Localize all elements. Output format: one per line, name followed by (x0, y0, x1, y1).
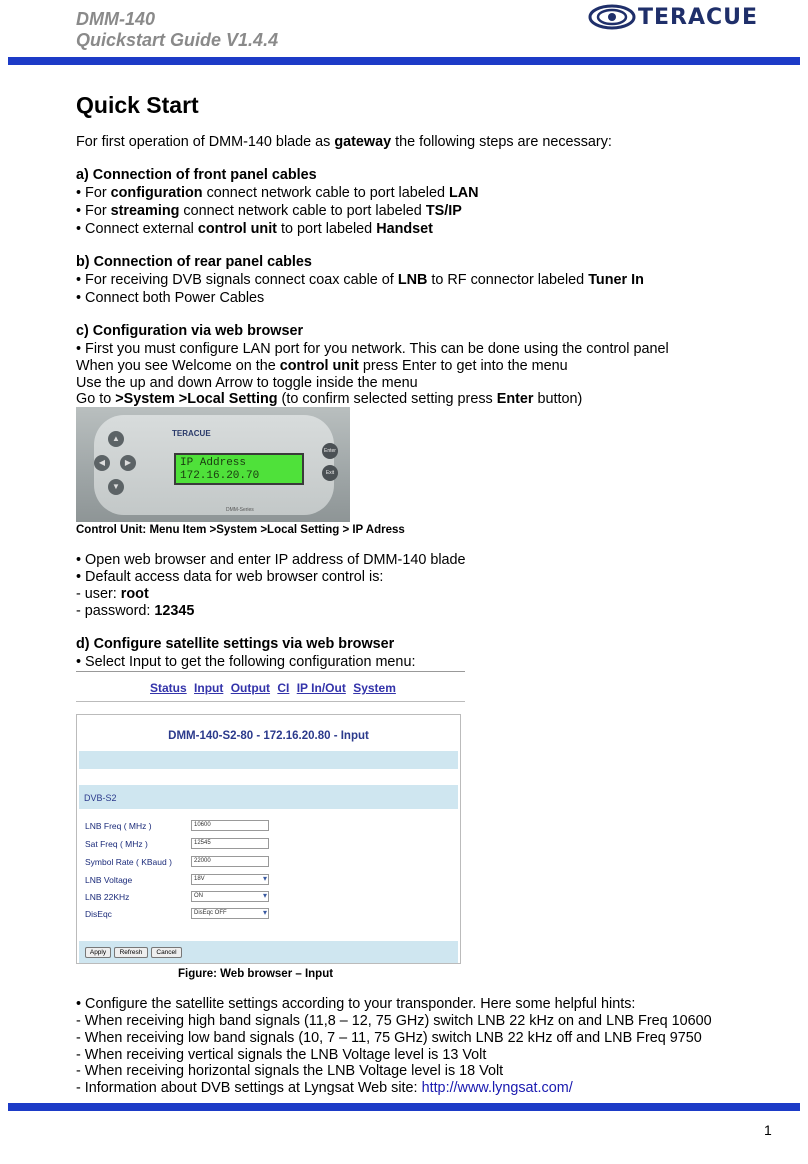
eye-logo-icon (588, 4, 636, 30)
brand-name: TERACUE (638, 4, 759, 30)
list-item: • First you must configure LAN port for you network. This can be done using the control panel (76, 341, 669, 358)
control-unit-caption: Control Unit: Menu Item >System >Local Setting > IP Adress (76, 524, 405, 536)
control-unit-brand: TERACUE (172, 429, 211, 438)
apply-button[interactable]: Apply (85, 947, 111, 958)
diseqc-select[interactable]: DisEqc OFF ▾ (191, 908, 269, 919)
nav-status[interactable]: Status (150, 681, 187, 695)
page-title: Quick Start (76, 92, 199, 118)
field-label: LNB Freq ( MHz ) (85, 821, 152, 831)
web-section-label: DVB-S2 (84, 793, 117, 803)
web-figure-caption: Figure: Web browser – Input (178, 968, 334, 980)
lyngsat-link[interactable]: http://www.lyngsat.com/ (421, 1080, 573, 1096)
exit-button-label: Exit (322, 465, 338, 481)
section-d-heading: d) Configure satellite settings via web browser (76, 636, 395, 652)
right-arrow-icon: ▶ (120, 455, 136, 471)
user-credential: - user: root (76, 586, 149, 602)
field-label: Sat Freq ( MHz ) (85, 839, 148, 849)
section-b-heading: b) Connection of rear panel cables (76, 254, 312, 270)
list-item: • Open web browser and enter IP address of DMM-140 blade (76, 552, 466, 569)
field-label: Symbol Rate ( KBaud ) (85, 857, 172, 867)
section-a-heading: a) Connection of front panel cables (76, 167, 317, 183)
sat-freq-input[interactable]: 12545 (191, 838, 269, 849)
header-product: DMM-140 (76, 9, 156, 29)
nav-input[interactable]: Input (194, 681, 224, 695)
section-c-heading: c) Configuration via web browser (76, 323, 304, 339)
hint-line: - When receiving horizontal signals the LNB Voltage level is 18 Volt (76, 1063, 504, 1079)
list-item: • Connect both Power Cables (76, 290, 264, 307)
control-unit-lcd (174, 453, 304, 485)
intro-paragraph: For first operation of DMM-140 blade as gateway the following steps are necessary: (76, 134, 612, 150)
field-label: DisEqc (85, 909, 112, 919)
list-item: • Configure the satellite settings according to your transponder. Here some helpful hints: (76, 996, 635, 1013)
list-item: • For configuration connect network cable to port labeled LAN (76, 185, 479, 202)
header-guide-title: Quickstart Guide V1.4.4 (76, 30, 279, 50)
instruction-line: Go to >System >Local Setting (to confirm selected setting press Enter button) (76, 391, 583, 407)
nav-ci[interactable]: CI (277, 681, 290, 695)
field-label: LNB 22KHz (85, 892, 130, 902)
hint-line: - Information about DVB settings at Lyngsat Web site: http://www.lyngsat.com/ (76, 1080, 573, 1096)
nav-ip-in-out[interactable]: IP In/Out (296, 681, 346, 695)
instruction-line: Use the up and down Arrow to toggle inside the menu (76, 375, 418, 391)
hint-line: - When receiving high band signals (11,8 – 12, 75 GHz) switch LNB 22 kHz on and LNB Freq 10600 (76, 1013, 712, 1029)
symbol-rate-input[interactable]: 22000 (191, 856, 269, 867)
web-nav-links (150, 681, 400, 695)
lnb-voltage-select[interactable]: 18V ▾ (191, 874, 269, 885)
control-unit-series: DMM-Series (226, 507, 254, 513)
field-label: LNB Voltage (85, 875, 133, 885)
list-item: • Connect external control unit to port labeled Handset (76, 221, 433, 238)
enter-button-label: Enter (322, 443, 338, 459)
instruction-line: When you see Welcome on the control unit press Enter to get into the menu (76, 358, 568, 374)
lcd-line-1: IP Address (180, 457, 247, 469)
lcd-line-2: 172.16.20.70 (180, 470, 260, 482)
list-item: • Select Input to get the following configuration menu: (76, 654, 415, 671)
web-band (79, 751, 458, 769)
cancel-button[interactable]: Cancel (151, 947, 182, 958)
web-form-title: DMM-140-S2-80 - 172.16.20.80 - Input (168, 730, 369, 742)
left-arrow-icon: ◀ (94, 455, 110, 471)
lnb-freq-input[interactable]: 10600 (191, 820, 269, 831)
footer-rule (8, 1103, 800, 1111)
web-band (79, 785, 458, 809)
list-item: • For receiving DVB signals connect coax cable of LNB to RF connector labeled Tuner In (76, 272, 644, 289)
password-credential: - password: 12345 (76, 603, 195, 619)
nav-system[interactable]: System (353, 681, 396, 695)
list-item: • For streaming connect network cable to port labeled TS/IP (76, 203, 462, 220)
lnb-22khz-select[interactable]: ON ▾ (191, 891, 269, 902)
hint-line: - When receiving vertical signals the LNB Voltage level is 13 Volt (76, 1047, 487, 1063)
page-number: 1 (764, 1122, 772, 1138)
brand-logo (588, 4, 798, 30)
web-nav-figure (76, 671, 465, 702)
header-rule (8, 57, 800, 65)
web-input-form (76, 714, 461, 964)
up-arrow-icon: ▲ (108, 431, 124, 447)
refresh-button[interactable]: Refresh (114, 947, 148, 958)
nav-output[interactable]: Output (230, 681, 271, 695)
down-arrow-icon: ▼ (108, 479, 124, 495)
hint-line: - When receiving low band signals (10, 7 – 11, 75 GHz) switch LNB 22 kHz off and LNB Freq 9750 (76, 1030, 702, 1046)
list-item: • Default access data for web browser control is: (76, 569, 383, 586)
control-unit-photo (76, 407, 350, 522)
